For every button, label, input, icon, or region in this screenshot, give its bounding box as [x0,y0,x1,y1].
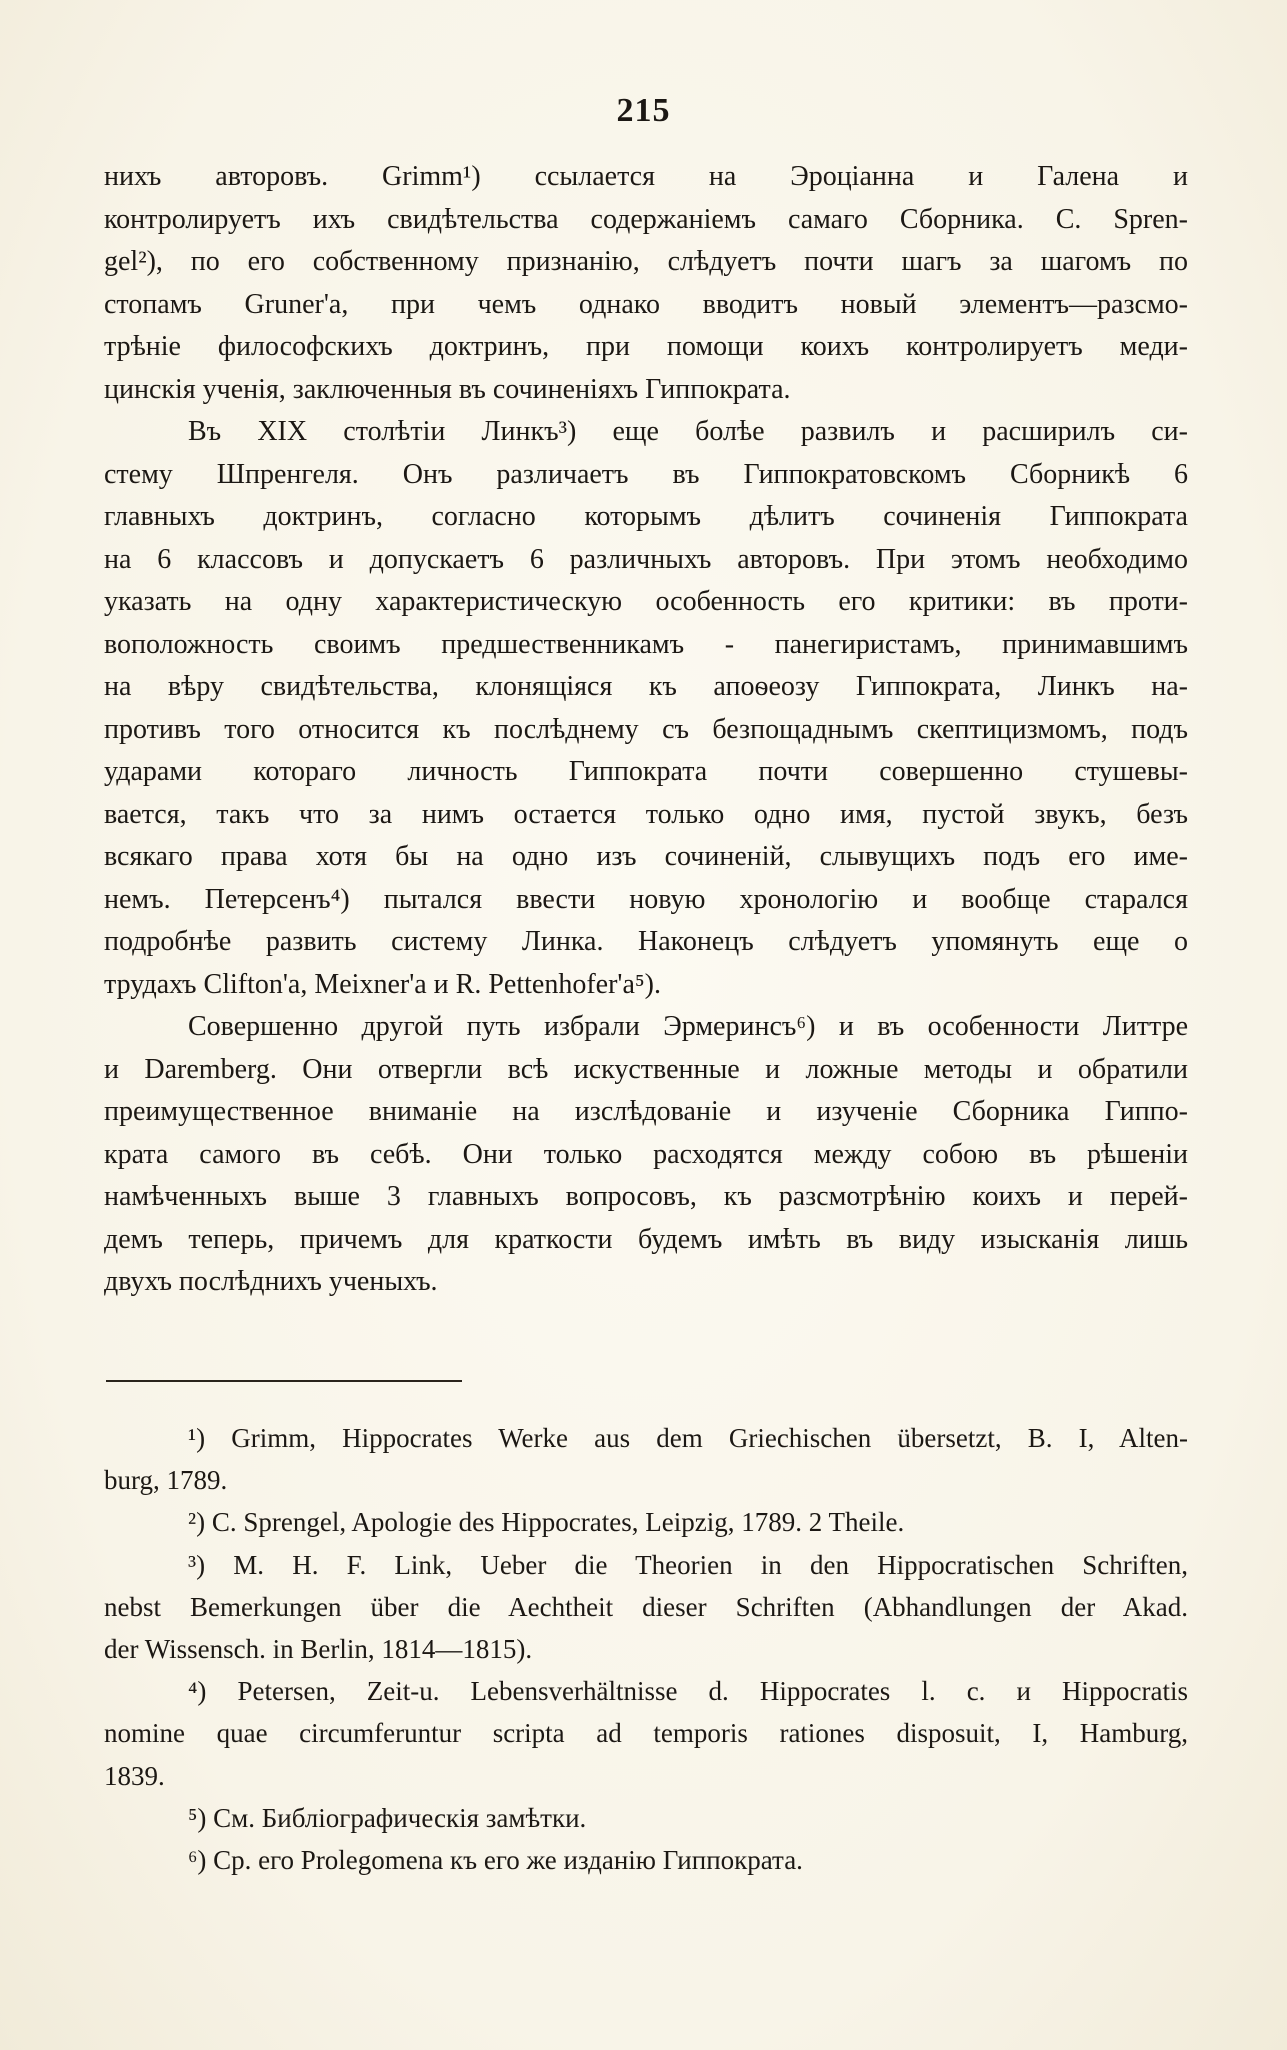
text-line: подробнѣе развить систему Линка. Наконецъ слѣдуетъ упомянуть еще о [104,926,1188,957]
text-line: gel²), по его собственному признанію, слѣдуетъ почти шагъ за шагомъ по [104,246,1188,277]
text-line: двухъ послѣднихъ ученыхъ. [104,1266,438,1297]
text-line: намѣченныхъ выше 3 главныхъ вопросовъ, къ разсмотрѣнію коихъ и перей- [104,1181,1188,1212]
text-line: преимущественное вниманіе на изслѣдованіе и изученіе Сборника Гиппо- [104,1096,1188,1127]
page-number: 215 [616,92,671,129]
text-line: стопамъ Gruner'а, при чемъ однако вводитъ новый элементъ—разсмо- [104,288,1188,320]
text-line: на 6 классовъ и допускаетъ 6 различныхъ авторовъ. При этомъ необходимо [104,543,1188,575]
footnote-divider [106,1380,462,1382]
footnote-line: nomine quae circumferuntur scripta ad temporis rationes disposuit, I, Hamburg, [104,1718,1188,1749]
text-line: указать на одну характеристическую особенность его критики: въ проти- [104,586,1188,617]
text-line: Въ XIX столѣтіи Линкъ³) еще болѣе развилъ и расширилъ си- [188,416,1188,447]
footnote-line: der Wissensch. in Berlin, 1814—1815). [104,1633,533,1664]
footnote-line: burg, 1789. [104,1465,228,1496]
text-line: ударами котораго личность Гиппократа почти совершенно стушевы- [104,756,1188,787]
text-line: трѣніе философскихъ доктринъ, при помощи коихъ контролируетъ меди- [104,331,1188,362]
text-line: на вѣру свидѣтельства, клонящіяся къ апоѳеозу Гиппократа, Линкъ на- [104,671,1188,702]
text-line: трудахъ Clifton'а, Meixner'а и R. Pettenhofer'а⁵). [104,968,661,1000]
footnote-line: ¹) Grimm, Hippocrates Werke aus dem Griechischen übersetzt, B. I, Alten- [188,1423,1188,1453]
footnote-line: ²) C. Sprengel, Apologie des Hippocrates, Leipzig, 1789. 2 Theile. [188,1507,905,1538]
text-line: нихъ авторовъ. Grimm¹) ссылается на Эроціанна и Галена и [104,161,1188,192]
text-line: воположность своимъ предшественникамъ - панегиристамъ, принимавшимъ [104,628,1188,660]
text-line: демъ теперь, причемъ для краткости будемъ имѣть въ виду изысканія лишь [104,1223,1188,1255]
text-line: противъ того относится къ послѣднему съ безпощаднымъ скептицизмомъ, подъ [104,713,1188,745]
text-line: немъ. Петерсенъ⁴) пытался ввести новую хронологію и вообще старался [104,883,1188,915]
footnote-line: ⁴) Petersen, Zeit-u. Lebensverhältnisse d. Hippocrates l. c. и Hippocratis [188,1676,1188,1707]
text-line: контролируетъ ихъ свидѣтельства содержаніемъ самаго Сборника. C. Spren- [104,203,1188,235]
text-line: и Daremberg. Они отвергли всѣ искуственные и ложные методы и обратили [104,1053,1188,1085]
text-line: Совершенно другой путь избрали Эрмеринсъ⁶) и въ особенности Литтре [188,1011,1188,1042]
text-line: вается, такъ что за нимъ остается только одно имя, пустой звукъ, безъ [104,798,1188,830]
main-text [104,156,1188,1304]
footnote-line: ⁵) См. Библіографическія замѣтки. [188,1802,587,1833]
text-line: цинскія ученія, заключенныя въ сочиненіяхъ Гиппократа. [104,373,791,405]
text-line: крата самого въ себѣ. Они только расходятся между собою въ рѣшеніи [104,1138,1188,1170]
footnotes [104,1417,1188,1881]
text-line: главныхъ доктринъ, согласно которымъ дѣлитъ сочиненія Гиппократа [104,501,1188,532]
footnote-line: nebst Bemerkungen über die Aechtheit dieser Schriften (Abhandlungen der Akad. [104,1591,1188,1622]
footnote-line: 1839. [104,1760,165,1791]
footnote-line: ⁶) Ср. его Prolegomena къ его же изданію Гиппократа. [188,1844,803,1875]
footnote-line: ³) M. H. F. Link, Ueber die Theorien in den Hippocratischen Schriften, [188,1549,1188,1580]
text-line: стему Шпренгеля. Онъ различаетъ въ Гиппократовскомъ Сборникѣ 6 [104,458,1188,490]
text-line: всякаго права хотя бы на одно изъ сочиненій, слывущихъ подъ его име- [104,841,1188,872]
